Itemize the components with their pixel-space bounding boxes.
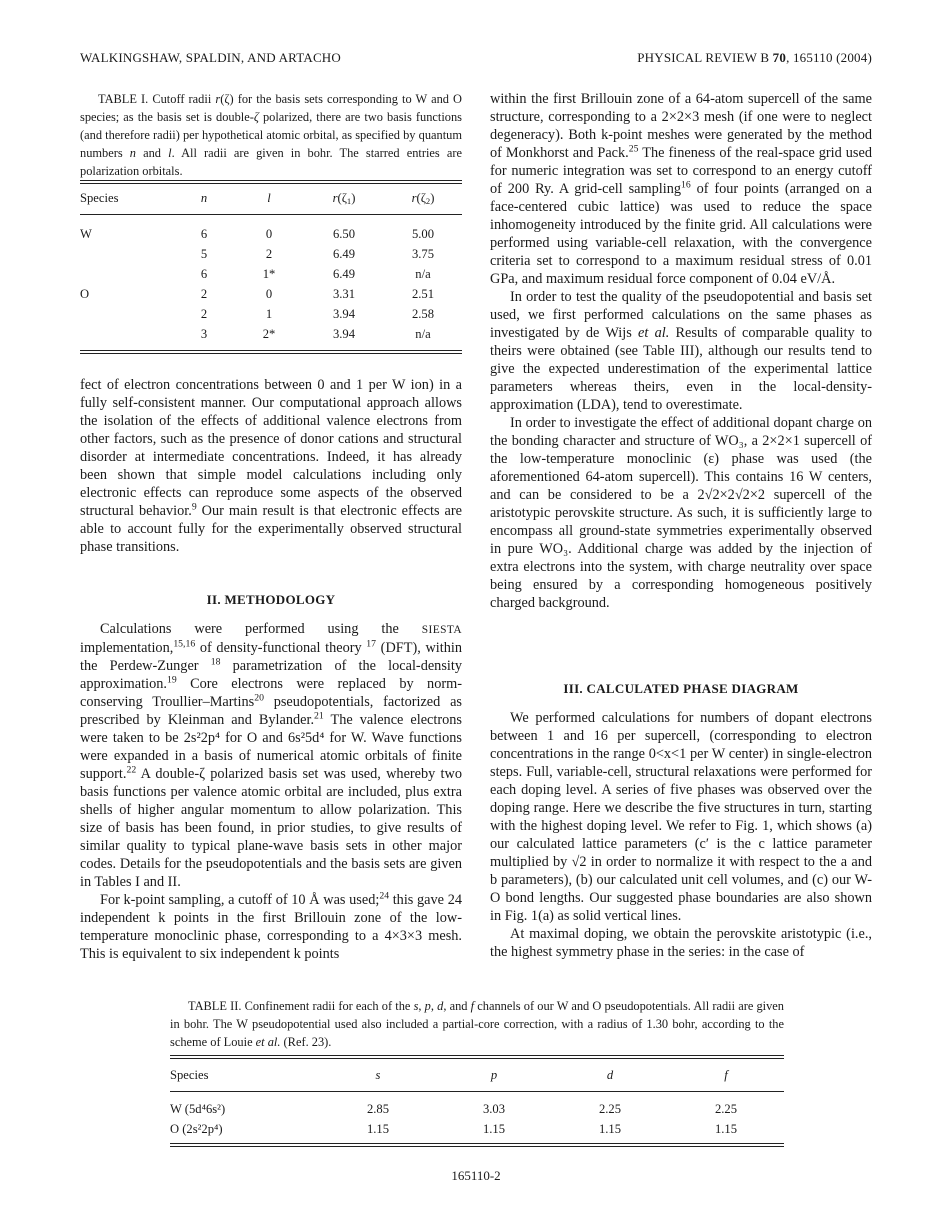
right-column-methodology: within the first Brillouin zone of a 64-atom supercell of the same structure, corresponding to a 2×2×3 mesh (if one were to neglect degeneracy). Both k-point meshes were generated by the method of Monkhorst and Pack.$^{25}$ The fineness of the real-space grid used for numeric integration was set to correspond to an energy cutoff of 200 Ry. A grid-cell sampling$^{16}$ of four points (arranged on a face-centered cubic lattice) was used to reduce the space inhomogeneity introduced by the finite grid. All calculations were performed using variable-cell relaxation, with the convergence criteria set to correspond to a maximum residual stress of 0.01 GPa, and maximum residual force component of 0.04 eV/Å. In order to test the quality of the pseudopotential and basis set used, we first performed calculations on the same phases as investigated by de Wijs et al. Results of comparable quality to theirs were obtained (see Table III), although our results tend to give the expected underestimation of the experimental lattice parameters whereas theirs, even in the local-density-approximation (LDA), tend to overestimate. In order to investigate the effect of additional dopant charge on the bonding character and structure of WO₃, a 2×2×1 supercell of the low-temperature monoclinic (ε) phase was used (the aforementioned 64-atom supercell). This contains 16 W centers, and can be considered to be a 2√2×2√2×2 supercell of the aristotypic perovskite structure. As such, it is sufficiently large to encompass all ground-state symmetries experimentally observed in pure WO₃. Additional charge was added by the injection of extra electrons into the system, with charge neutrality over space being ensured by a corresponding homogeneous positively charged background.	[490, 91, 873, 611]
table2	[170, 1055, 784, 1147]
table-row: O 2 0 3.31 2.51	[80, 286, 435, 301]
right-column-phase-diagram: We performed calculations for numbers of dopant electrons between 1 and 16 per supercell, (corresponding to electron concentrations in the range 0<x<1 per W center) in single-electron steps. Full, variable-cell, structural relaxations were performed for each doping level. A series of five phases was observed over the doping range. Here we describe the five structures in turn, starting with the highest doping level. We refer to Fig. 1, which shows (a) our calculated lattice parameters (c′ is the c lattice parameter multiplied by √2 in order to normalize it with respect to the a and b parameters), (b) our calculated unit cell volumes, and (c) our W-O bond lengths. Our suggested phase boundaries are also shown in Fig. 1(a) as solid vertical lines. At maximal doping, we obtain the perovskite aristotypic (i.e., the highest symmetry phase in the series: in the case of	[490, 710, 872, 960]
table2-top-rule	[170, 1055, 784, 1059]
table1-header-row	[80, 188, 462, 208]
table-row: O (2s²2p⁴) 1.15 1.15 1.15 1.15	[170, 1121, 738, 1136]
table-row: 2 1 3.94 2.58	[200, 306, 435, 321]
section-heading-methodology: II. METHODOLOGY	[206, 592, 336, 607]
table1-top-rule	[80, 180, 462, 184]
table1	[80, 180, 462, 354]
running-header-authors: WALKINGSHAW, SPALDIN, AND ARTACHO	[80, 50, 341, 65]
section-heading-phase-diagram: III. CALCULATED PHASE DIAGRAM	[563, 681, 799, 696]
table-row: 3 2* 3.94 n/a	[200, 326, 431, 341]
table1-caption: TABLE I. Cutoff radii r(ζ) for the basis sets corresponding to W and O species; as the basis set is double-ζ polarized, there are two basis functions (and therefore radii) per hypothetical atomic orbital, as specified by quantum numbers n and l. All radii are given in bohr. The starred entries are polarization orbitals.	[80, 92, 463, 178]
table2-header-row	[170, 1065, 784, 1085]
table-row: W 6 0 6.50 5.00	[80, 226, 435, 241]
table1-col-species: Species	[80, 190, 119, 205]
table1-col-r2: $r(\zeta_2)$	[411, 190, 435, 206]
table2-col-s: s	[375, 1067, 381, 1082]
table2-caption: TABLE II. Confinement radii for each of the s, p, d, and f channels of our W and O pseudopotentials. All radii are given in bohr. The W pseudopotential used also included a partial-core correction, with a radius of 1.30 bohr, according to the scheme of Louie et al. (Ref. 23).	[170, 999, 785, 1049]
table2-col-d: d	[606, 1067, 614, 1082]
table2-col-species: Species	[170, 1067, 209, 1082]
table2-bottom-rule	[170, 1143, 784, 1147]
table1-col-r1: $r(\zeta_1)$	[332, 190, 356, 206]
table2-header-rule	[170, 1091, 784, 1092]
table2-col-p: p	[490, 1067, 498, 1082]
table1-col-n: n	[200, 190, 208, 205]
left-column-methodology: Calculations were performed using the SIESTA implementation,$^{15,16}$ of density-functional theory $^{17}$ (DFT), within the Perdew-Zunger $^{18}$ parametrization of the local-density approximation.$^{19}$ Core electrons were replaced by norm-conserving Troullier–Martins$^{20}$ pseudopotentials, factorized as prescribed by Kleinman and Bylander.$^{21}$ The valence electrons were taken to be 2s²2p⁴ for O and 6s²5d⁴ for W. Wave functions were expanded in a basis of numerical atomic orbitals of finite support.$^{22}$ A double-ζ polarized basis set was used, whereby two basis functions per valence atomic orbital are included, plus extra shells of higher angular momentum to allow polarization. This size of basis has been found, in prior studies, to give results of similar quality to typical plane-wave basis sets in other major codes. Details for the pseudopotentials and the basis sets are given in Tables I and II. For k-point sampling, a cutoff of 10 Å was used;$^{24}$ this gave 24 independent k points in the first Brillouin zone of the low-temperature monoclinic phase, corresponding to a 4×3×3 mesh. This is equivalent to six independent k points	[80, 621, 462, 962]
table1-bottom-rule	[80, 350, 462, 354]
table-row: W (5d⁴6s²) 2.85 3.03 2.25 2.25	[170, 1101, 738, 1116]
page-number: 165110-2	[451, 1168, 501, 1183]
left-column-intro: fect of electron concentrations between 0 and 1 per W ion) in a fully self-consistent manner. Our computational approach allows the isolation of the effects of additional valence electrons from other factors, such as the presence of donor cations and structural disorder at intermediate concentrations. Indeed, it has already been shown that simple model calculations including only electronic effects can reproduce some aspects of the observed structural behavior.$^9$ Our main result is that electronic effects are able to account fully for the experimentally observed structural phase transitions.	[80, 377, 462, 555]
table2-col-f: f	[724, 1067, 728, 1082]
running-header-journal: PHYSICAL REVIEW B 70, 165110 (2004)	[637, 50, 872, 65]
table-row: 6 1* 6.49 n/a	[200, 266, 431, 281]
table1-col-l: l	[267, 190, 271, 205]
table1-header-rule	[80, 214, 462, 215]
table-row: 5 2 6.49 3.75	[200, 246, 435, 261]
